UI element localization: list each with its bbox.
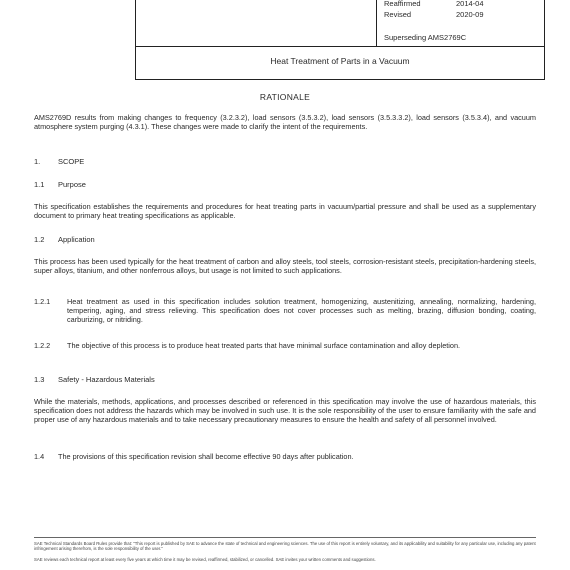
revised-date: 2020-09 [456, 10, 484, 19]
item-number: 1.4 [34, 452, 45, 461]
footer-note: SAE Technical Standards Board Rules provide that: "This report is published by SAE to advance the state of technical and engineering sciences. The use of this report is entirely voluntary, and its applicability and suitability for any particular use, including any patent infringement arising therefrom, is the sole responsibility of the user." [34, 541, 536, 552]
footer-note: SAE reviews each technical report at least every five years at which time it may be revised, reaffirmed, stabilized, or cancelled. SAE invites your written comments and suggestions. [34, 557, 376, 562]
application-item [34, 297, 536, 324]
section-number: 1. [34, 157, 41, 166]
item-text: The objective of this process is to produce heat treated parts that have minimal surface contamination and alloy depletion. [67, 341, 461, 350]
footer-divider [34, 537, 536, 538]
reaffirmed-label: Reaffirmed [384, 0, 421, 8]
section-title: Safety - Hazardous Materials [58, 375, 155, 384]
revised-label: Revised [384, 10, 412, 19]
section-number: 1.3 [34, 375, 45, 384]
section-number: 1.1 [34, 180, 45, 189]
header-box [135, 0, 545, 80]
effective-item [34, 452, 536, 461]
item-text: The provisions of this specification revision shall become effective 90 days after publication. [58, 452, 354, 461]
rationale-heading: RATIONALE [259, 92, 311, 102]
section-title: Purpose [58, 180, 86, 189]
scope-heading [34, 157, 84, 166]
application-text: This process has been used typically for the heat treatment of carbon and alloy steels, tool steels, corrosion-resistant steels, precipitation-hardening steels, super alloys, titanium, and other nonferrous alloys, but usage is not limited to such applications. [34, 257, 536, 275]
application-item [34, 341, 536, 350]
section-number: 1.2 [34, 235, 45, 244]
item-text: Heat treatment as used in this specification includes solution treatment, homogenizing, austenitizing, annealing, normalizing, hardening, tempering, aging, and stress relieving. This specification does not cover processes such as melting, brazing, diffusion bonding, coating, carburizing, or nitriding. [67, 297, 536, 324]
header-divider-vertical [376, 0, 377, 46]
document-title: Heat Treatment of Parts in a Vacuum [270, 56, 410, 66]
purpose-heading [34, 180, 86, 189]
reaffirmed-date: 2014-04 [456, 0, 484, 8]
application-heading [34, 235, 95, 244]
rationale-text: AMS2769D results from making changes to frequency (3.2.3.2), load sensors (3.5.3.2), load sensors (3.5.3.3.2), load sensors (3.5.3.4), and vacuum atmosphere system purging (4.3.1). These changes were made to clarify the intent of the requirements. [34, 113, 536, 131]
header-divider-horizontal [136, 46, 544, 47]
item-number: 1.2.1 [34, 297, 51, 306]
purpose-text: This specification establishes the requirements and procedures for heat treating parts in vacuum/partial pressure and shall be used as a supplementary document to primary heat treating specifications as applicable. [34, 202, 536, 220]
item-number: 1.2.2 [34, 341, 51, 350]
section-title: Application [58, 235, 95, 244]
safety-heading [34, 375, 155, 384]
superseding-note: Superseding AMS2769C [384, 33, 467, 42]
safety-text: While the materials, methods, applications, and processes described or referenced in this specification may involve the use of hazardous materials, this specification does not address the hazards which may be involved in such use. It is the sole responsibility of the user to ensure familiarity with the safe and proper use of any hazardous materials and to take necessary precautionary measures to ensure the health and safety of all personnel involved. [34, 397, 536, 424]
section-title: SCOPE [58, 157, 85, 166]
